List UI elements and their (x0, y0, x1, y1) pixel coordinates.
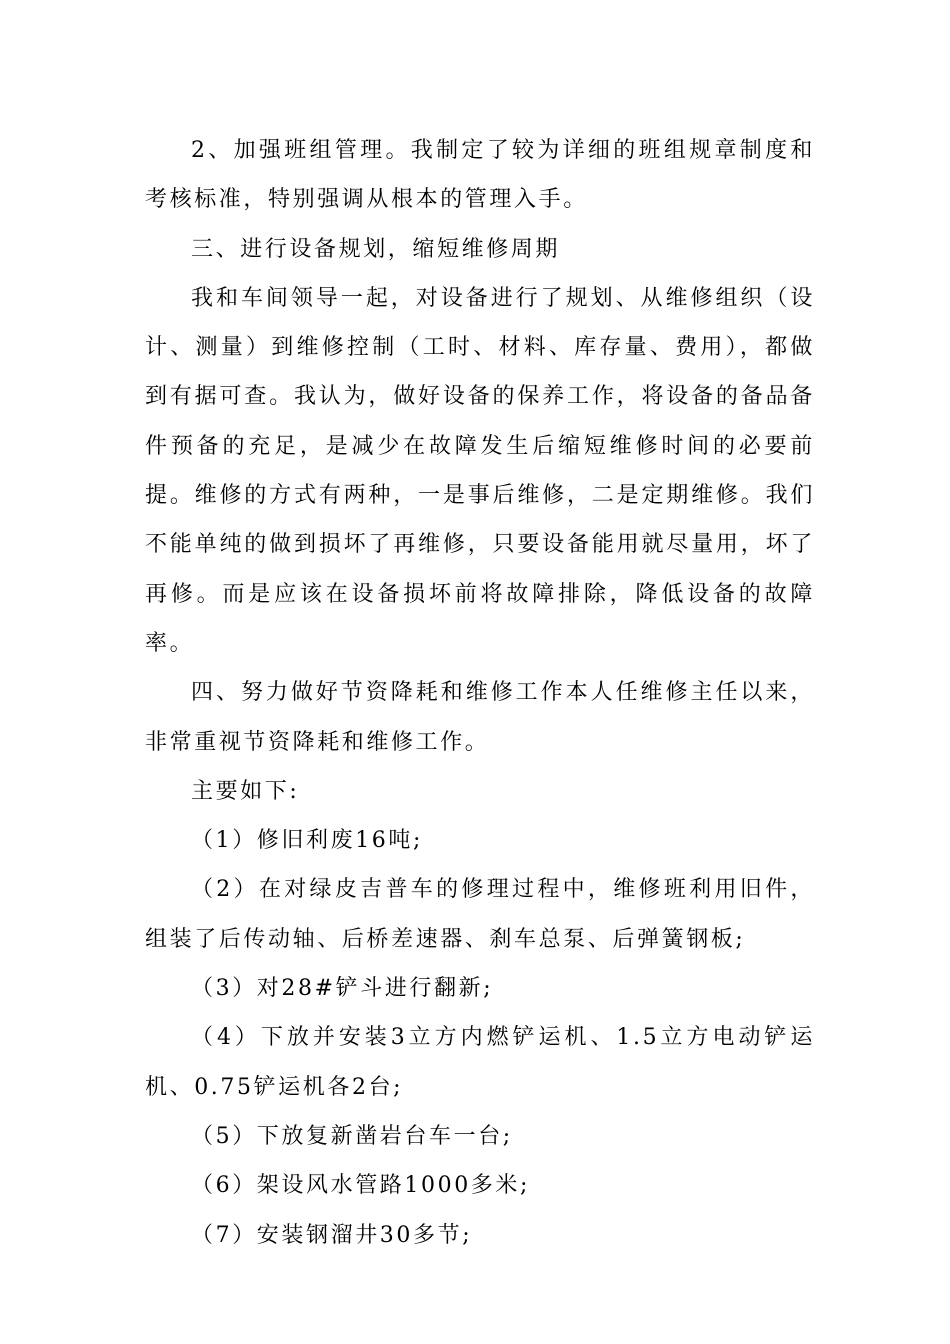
list-item: （4）下放并安装3立方内燃铲运机、1.5立方电动铲运机、0.75铲运机各2台; (145, 1025, 815, 1100)
list-item: （3）对28#铲斗进行翻新; (191, 976, 494, 1002)
section-heading-cost-saving: 四、努力做好节资降耗和维修工作本人任维修主任以来，非常重视节资降耗和维修工作。 (145, 680, 815, 755)
paragraph-team-management: 2、加强班组管理。我制定了较为详细的班组规章制度和考核标准，特别强调从根本的管理入手。 (145, 138, 815, 213)
list-item: （5）下放复新凿岩台车一台; (191, 1123, 513, 1149)
paragraph-main-items-intro: 主要如下: (191, 778, 300, 804)
list-item: （7）安装钢溜井30多节; (191, 1222, 473, 1248)
document-body (145, 126, 815, 1260)
section-heading-equipment-planning: 三、进行设备规划，缩短维修周期 (191, 236, 561, 262)
paragraph-equipment-planning: 我和车间领导一起，对设备进行了规划、从维修组织（设计、测量）到维修控制（工时、材料、库存量、费用），都做到有据可查。我认为，做好设备的保养工作，将设备的备品备件预备的充足，是减少在故障发生后缩短维修时间的必要前提。维修的方式有两种，一是事后维修，二是定期维修。我们不能单纯的做到损坏了再维修，只要设备能用就尽量用，坏了再修。而是应该在设备损坏前将故障排除，降低设备的故障率。 (145, 285, 815, 656)
list-item: （6）架设风水管路1000多米; (191, 1173, 530, 1199)
list-item: （1）修旧利废16吨; (191, 828, 424, 854)
list-item: （2）在对绿皮吉普车的修理过程中，维修班利用旧件，组装了后传动轴、后桥差速器、刹车总泵、后弹簧钢板; (145, 877, 815, 952)
